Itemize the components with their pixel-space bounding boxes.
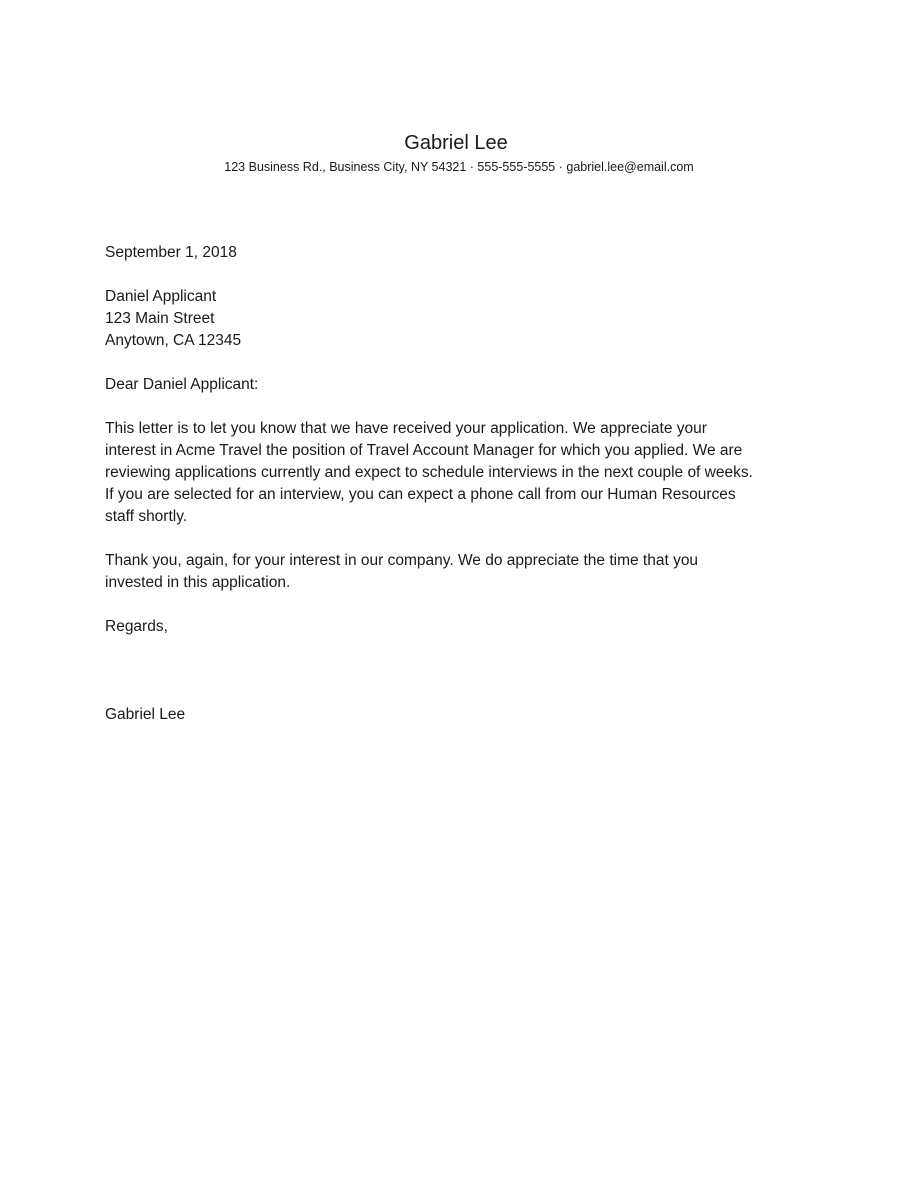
body-paragraph-1 — [105, 418, 825, 528]
signature-name: Gabriel Lee — [105, 706, 186, 723]
paragraph-line: interest in Acme Travel the position of Travel Account Manager for which you applied. We are — [105, 442, 743, 459]
paragraph-line: This letter is to let you know that we have received your application. We appreciate your — [105, 420, 707, 437]
paragraph-line: invested in this application. — [105, 574, 291, 591]
recipient-name: Daniel Applicant — [105, 288, 217, 305]
salutation: Dear Daniel Applicant: — [105, 376, 259, 393]
sender-contact-line: 123 Business Rd., Business City, NY 54321 · 555-555-5555 · gabriel.lee@email.com — [224, 160, 694, 174]
paragraph-line: If you are selected for an interview, you can expect a phone call from our Human Resources — [105, 486, 736, 503]
letterhead — [0, 130, 918, 176]
paragraph-line: reviewing applications currently and expect to schedule interviews in the next couple of weeks. — [105, 464, 753, 481]
letter-date: September 1, 2018 — [105, 244, 237, 261]
paragraph-line: Thank you, again, for your interest in our company. We do appreciate the time that you — [105, 552, 699, 569]
sender-name: Gabriel Lee — [404, 132, 508, 154]
recipient-street: 123 Main Street — [105, 310, 215, 327]
closing: Regards, — [105, 618, 168, 635]
recipient-address — [105, 286, 825, 352]
paragraph-line: staff shortly. — [105, 508, 188, 525]
recipient-city-line: Anytown, CA 12345 — [105, 332, 242, 349]
body-paragraph-2 — [105, 550, 825, 594]
